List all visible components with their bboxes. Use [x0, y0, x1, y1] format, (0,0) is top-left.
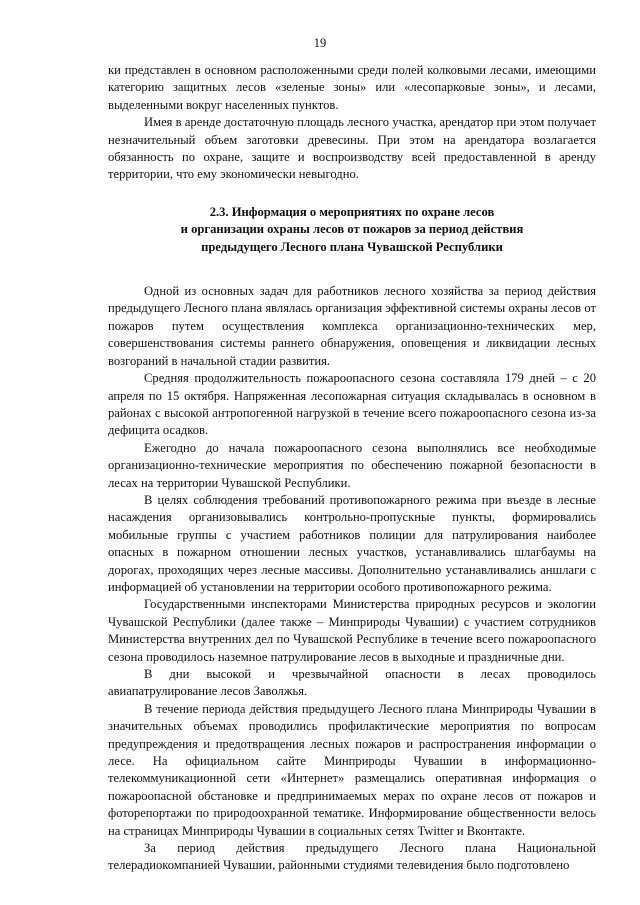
paragraph: За период действия предыдущего Лесного плана Национальной телерадиокомпанией Чувашии, районными студиями телевидения было подготовлено [108, 841, 596, 873]
paragraph: В дни высокой и чрезвычайной опасности в лесах проводилось авиапатрулирование лесов Заволжья. [108, 667, 596, 699]
paragraph: Ежегодно до начала пожароопасного сезона выполнялись все необходимые организационно-технические мероприятия по обеспечению пожарной безопасности в лесах на территории Чувашской Республики. [108, 440, 596, 490]
document-body [108, 62, 596, 875]
paragraph: В целях соблюдения требований противопожарного режима при въезде в лесные насаждения организовывались контрольно-пропускные пункты, формировались мобильные группы с участием работников полиции для патрулирования наиболее опасных в пожарном отношении лесных участков, устанавливались шлагбаумы на дорогах, проходящих через лесные массивы. Дополнительно устанавливались аншлаги с информацией об установлении на территории особого противопожарного режима. [108, 492, 596, 594]
paragraph: ки представлен в основном расположенными среди полей колковыми лесами, имеющими категорию защитных лесов «зеленые зоны» или «лесопарковые зоны», и лесами, выделенными вокруг населенных пунктов. [108, 63, 596, 112]
paragraph: Средняя продолжительность пожароопасного сезона составляла 179 дней – с 20 апреля по 15 октября. Напряженная лесопожарная ситуация складывалась в основном в районах с высокой антропогенной нагрузкой в течение всего пожароопасного сезона из-за дефицита осадков. [108, 371, 596, 438]
section-heading-line: предыдущего Лесного плана Чувашской Республики [201, 239, 503, 254]
paragraph: Государственными инспекторами Министерства природных ресурсов и экологии Чувашской Республики (далее также – Минприроды Чувашии) с участием сотрудников Министерства внутренних дел по Чувашской Республике в течение всего пожароопасного сезона проводилось наземное патрулирование лесов в выходные и праздничные дни. [108, 597, 596, 664]
section-heading-line: и организации охраны лесов от пожаров за период действия [180, 222, 524, 237]
page-number: 19 [313, 36, 327, 50]
paragraph: В течение периода действия предыдущего Лесного плана Минприроды Чувашии в значительных объемах проводились профилактические мероприятия по вопросам предупреждения и предотвращения лесных пожаров и распространения информации о лесе. На официальном сайте Минприроды Чувашии в информационно-телекоммуникационной сети «Интернет» размещались оперативная информация о пожароопасной обстановке и предпринимаемых мерах по охране лесов от пожаров и фоторепортажи по природоохранной тематике. Информирование общественности велось на страницах Минприроды Чувашии в социальных сетях Twitter и Вконтакте. [108, 701, 596, 838]
section-heading-line: 2.3. Информация о мероприятиях по охране лесов [209, 204, 495, 219]
section-heading [108, 204, 596, 256]
paragraph: Имея в аренде достаточную площадь лесного участка, арендатор при этом получает незначительный объем заготовки древесины. При этом на арендатора возлагается обязанность по охране, защите и воспроизводству всей предоставленной в аренду территории, что ему экономически невыгодно. [108, 115, 596, 182]
paragraph: Одной из основных задач для работников лесного хозяйства за период действия предыдущего Лесного плана являлась организация эффективной системы охраны лесов от пожаров путем осуществления комплекса организационно-технических мер, совершенствования системы раннего обнаружения, оповещения и ликвидации лесных возгораний в начальной стадии развития. [108, 284, 596, 368]
